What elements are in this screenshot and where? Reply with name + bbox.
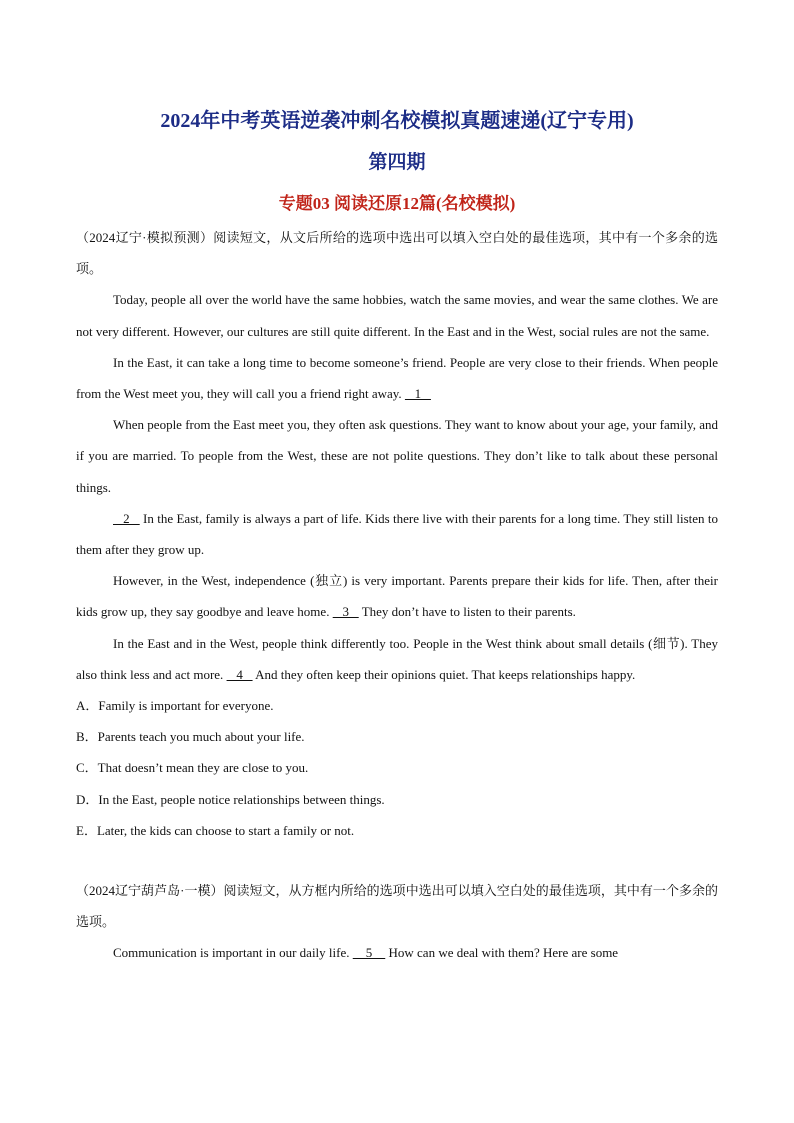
- document-body: [76, 222, 718, 969]
- paragraph-text: In the East and in the West, people think differently too. People in the West think about small details (细节). They also think less and act more.: [76, 635, 718, 682]
- blank-5: 5: [352, 945, 386, 961]
- issue-title: 第四期: [368, 152, 426, 173]
- paragraph-text: And they often keep their opinions quiet. That keeps relationships happy.: [252, 666, 636, 682]
- paragraph-text: How can we deal with them? Here are some: [385, 945, 619, 961]
- section2-instruction: （2024辽宁葫芦岛·一模）阅读短文，从方框内所给的选项中选出可以填入空白处的最佳选项，其中有一个多余的选项。: [76, 883, 718, 930]
- option-e: E．Later, the kids can choose to start a family or not.: [76, 822, 355, 838]
- blank-4: 4: [226, 666, 253, 682]
- blank-3: 3: [332, 604, 359, 620]
- passage1-paragraph-4: [76, 503, 718, 565]
- passage1-paragraph-6: [76, 628, 718, 690]
- passage1-paragraph-2: [76, 347, 718, 409]
- option-d: D．In the East, people notice relationships between things.: [76, 791, 385, 807]
- topic-title: 专题03 阅读还原12篇(名校模拟): [278, 194, 516, 213]
- passage2-paragraph-1: [76, 937, 718, 968]
- document-title: 2024年中考英语逆袭冲刺名校模拟真题速递(辽宁专用): [160, 110, 634, 132]
- section-spacer: [76, 846, 718, 875]
- blank-1: 1: [404, 386, 431, 402]
- passage1-paragraph-5: [76, 565, 718, 627]
- passage1-paragraph-1: Today, people all over the world have the same hobbies, watch the same movies, and wear the same clothes. We are not very different. However, our cultures are still quite different. In the East and in the West, social rules are not the same.: [76, 292, 718, 339]
- paragraph-text: In the East, family is always a part of life. Kids there live with their parents for a long time. They still listen to them after they grow up.: [76, 510, 719, 558]
- paragraph-text: They don’t have to listen to their parents.: [358, 604, 576, 620]
- option-a: A．Family is important for everyone.: [76, 698, 274, 714]
- paragraph-text: Communication is important in our daily life.: [113, 945, 353, 961]
- blank-2: 2: [113, 510, 140, 526]
- section1-instruction: （2024辽宁·模拟预测）阅读短文，从文后所给的选项中选出可以填入空白处的最佳选项，其中有一个多余的选项。: [76, 230, 718, 277]
- option-b: B．Parents teach you much about your life.: [76, 729, 305, 745]
- option-c: C．That doesn’t mean they are close to you.: [76, 760, 309, 776]
- passage1-paragraph-3: When people from the East meet you, they often ask questions. They want to know about your age, your family, and if you are married. To people from the West, these are not polite questions. They don’t like to talk about these personal things.: [76, 417, 718, 495]
- paragraph-text: In the East, it can take a long time to become someone’s friend. People are very close to their friends. When people from the West meet you, they will call you a friend right away.: [76, 354, 718, 402]
- paragraph-text: However, in the West, independence (独立) is very important. Parents prepare their kids for life. Then, after their kids grow up, they say goodbye and leave home.: [76, 573, 718, 620]
